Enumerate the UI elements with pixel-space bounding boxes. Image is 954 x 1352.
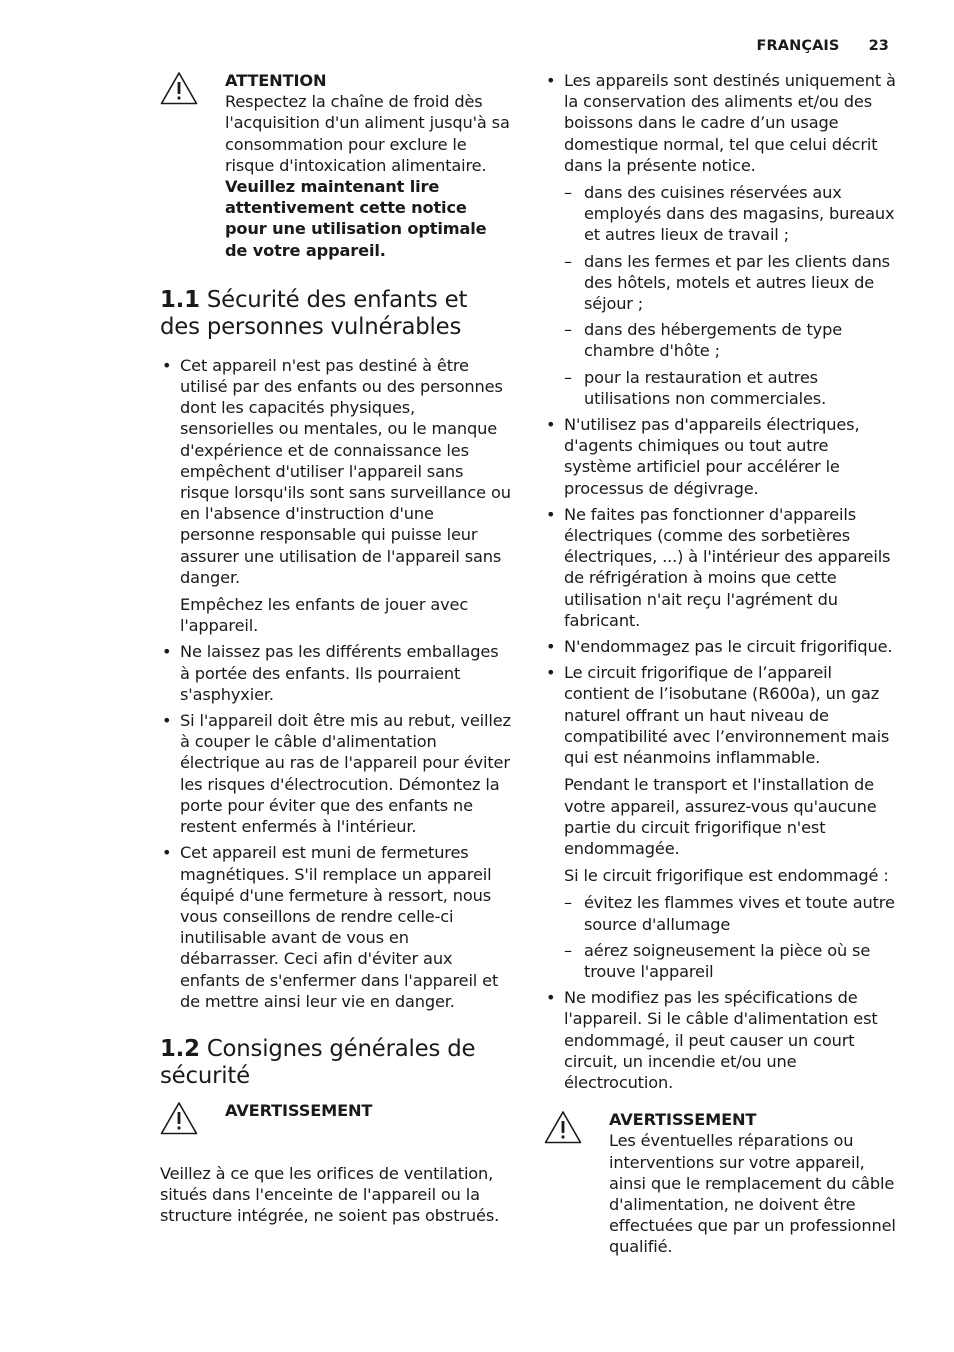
ventilation-paragraph: Veillez à ce que les orifices de ventilation, situés dans l'enceinte de l'appareil ou la structure intégrée, ne soient pas obstrués.	[160, 1163, 500, 1226]
attention-bold-text: Veuillez maintenant lire attentivement cette notice pour une utilisation optimale de votre appareil.	[225, 177, 487, 260]
list-item-text: • Ne faites pas fonctionner d'appareils électriques (comme des sorbetières électriques, ...) à l'intérieur des appareils de réfrigération à moins que cette utilisation n'ait reçu l'agrément du fabricant.	[564, 504, 891, 630]
right-column	[544, 70, 896, 1258]
warning-triangle-icon	[160, 1100, 225, 1135]
sub-list	[564, 892, 896, 982]
section-title: Consignes générales de sécurité	[160, 1035, 476, 1089]
list-item-text: • Les appareils sont destinés uniquement à la conservation des aliments et/ou des boissons dans le cadre d’un usage domestique normal, tel que celui décrit dans la présente notice.	[564, 71, 896, 175]
general-safety-list	[544, 70, 896, 1093]
warning-title: AVERTISSEMENT	[225, 1100, 373, 1120]
attention-title: ATTENTION	[225, 71, 327, 90]
list-item-text: • Cet appareil est muni de fermetures magnétiques. S'il remplace un appareil équipé d'une fermeture à ressort, nous vous conseillons de rendre celle-ci inutilisable avant de vous en débarrasser. Ceci afin d'éviter aux enfants de s'enfermer dans l'appareil et de mettre ainsi leur vie en danger.	[180, 843, 499, 1011]
list-item	[160, 842, 512, 1012]
section-number: 1.2	[160, 1035, 200, 1062]
list-item	[160, 355, 512, 637]
header-language: FRANÇAIS	[756, 38, 840, 54]
sub-list-item: – aérez soigneusement la pièce où se trouve l'appareil	[564, 940, 896, 982]
list-item-text: • N'endommagez pas le circuit frigorifique.	[564, 637, 893, 657]
list-item-text: • Si l'appareil doit être mis au rebut, veillez à couper le câble d'alimentation électrique au ras de l'appareil pour éviter les risques d'électrocution. Démontez la porte pour éviter que des enfants ne restent enfermés à l'intérieur.	[180, 711, 511, 837]
list-item-extra: Si le circuit frigorifique est endommagé :	[564, 866, 889, 886]
list-item-extra: Empêchez les enfants de jouer avec l'appareil.	[180, 595, 469, 636]
warning-triangle-icon	[160, 70, 225, 105]
section-title: Sécurité des enfants et des personnes vulnérables	[160, 286, 468, 340]
attention-text: Respectez la chaîne de froid dès l'acquisition d'un aliment jusqu'à sa consommation pour exclure le risque d'intoxication alimentaire.	[225, 92, 510, 175]
list-item	[544, 636, 896, 657]
warning-title: AVERTISSEMENT	[609, 1110, 757, 1130]
section-number: 1.1	[160, 286, 200, 313]
warning-triangle-icon	[544, 1109, 609, 1144]
list-item-text: • Ne laissez pas les différents emballages à portée des enfants. Ils pourraient s'asphyxier.	[180, 642, 499, 704]
page-header	[757, 38, 889, 54]
left-column	[160, 70, 512, 1227]
sub-list	[564, 182, 896, 409]
list-item-text: • N'utilisez pas d'appareils électriques, d'agents chimiques ou tout autre système artificiel pour accélérer le processus de dégivrage.	[564, 415, 860, 498]
list-item-extra: Pendant le transport et l'installation de votre appareil, assurez-vous qu'aucune partie du circuit frigorifique n'est endommagée.	[564, 775, 877, 858]
list-item	[544, 987, 896, 1093]
page-number: 23	[868, 38, 889, 54]
section-heading-1-1	[160, 287, 512, 341]
warning-box	[544, 1109, 896, 1257]
list-item-text: • Le circuit frigorifique de l’appareil contient de l’isobutane (R600a), un gaz naturel offrant un haut niveau de compatibilité avec l’environnement mais qui est néanmoins inflammable.	[564, 663, 890, 768]
warning-text: Les éventuelles réparations ou interventions sur votre appareil, ainsi que le remplacement du câble d'alimentation, ne doivent être effectuées que par un professionnel qualifié.	[609, 1131, 896, 1257]
warning-box	[160, 1100, 512, 1135]
section-heading-1-2	[160, 1036, 512, 1090]
list-item-text: • Cet appareil n'est pas destiné à être utilisé par des enfants ou des personnes dont les capacités physiques, sensorielles ou mentales, ou le manque d'expérience et de connaissance les empêchent d'utiliser l'appareil sans risque lorsqu'ils sont sans surveillance ou en l'absence d'instruction d'une personne responsable qui puisse leur assurer une utilisation de l'appareil sans danger.	[180, 355, 511, 587]
list-item	[544, 662, 896, 982]
list-item	[544, 414, 896, 499]
sub-list-item: – dans des cuisines réservées aux employés dans des magasins, bureaux et autres lieux de travail ;	[564, 182, 896, 246]
sub-list-item: – dans des hébergements de type chambre d'hôte ;	[564, 319, 896, 361]
list-item	[544, 70, 896, 409]
list-item-text: • Ne modifiez pas les spécifications de l'appareil. Si le câble d'alimentation est endommagé, il peut causer un court circuit, un incendie et/ou une électrocution.	[564, 988, 878, 1092]
attention-box	[160, 70, 512, 261]
children-safety-list	[160, 355, 512, 1012]
sub-list-item: – dans les fermes et par les clients dans des hôtels, motels et autres lieux de séjour ;	[564, 251, 896, 315]
sub-list-item: – évitez les flammes vives et toute autre source d'allumage	[564, 892, 896, 934]
list-item	[544, 504, 896, 631]
sub-list-item: – pour la restauration et autres utilisations non commerciales.	[564, 367, 896, 409]
list-item	[160, 710, 512, 837]
list-item	[160, 641, 512, 705]
